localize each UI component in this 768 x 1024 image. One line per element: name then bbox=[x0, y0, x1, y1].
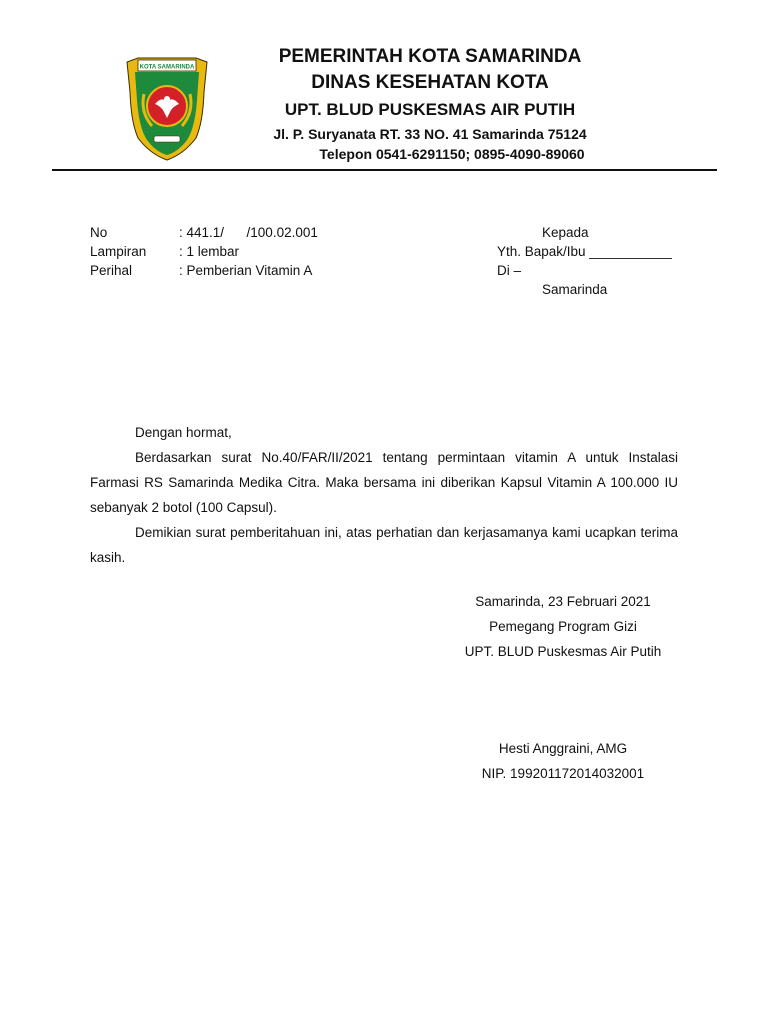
meta-number-value: : 441.1/ /100.02.001 bbox=[179, 225, 318, 240]
body-paragraph-1: Berdasarkan surat No.40/FAR/II/2021 tentang permintaan vitamin A untuk Instalasi Farmasi RS Samarinda Medika Citra. Maka bersama ini diberikan Kapsul Vitamin A 100.000 IU sebanyak 2 botol (100 Capsul). bbox=[90, 450, 678, 515]
letterhead-address: Jl. P. Suryanata RT. 33 NO. 41 Samarinda 75124 bbox=[273, 126, 587, 142]
addressee-recipient: Yth. Bapak/Ibu ___________ bbox=[497, 244, 672, 259]
salutation: Dengan hormat, bbox=[135, 425, 232, 440]
signer-nip: NIP. 199201172014032001 bbox=[481, 766, 645, 781]
signer-name: Hesti Anggraini, AMG bbox=[498, 741, 628, 756]
meta-subject-label: Perihal bbox=[90, 263, 133, 278]
addressee-kepada: Kepada bbox=[542, 225, 589, 240]
letterhead-unit: UPT. BLUD PUSKESMAS AIR PUTIH bbox=[284, 100, 576, 119]
meta-number-label: No bbox=[90, 225, 108, 240]
letter-metadata bbox=[90, 223, 318, 280]
meta-subject-value: : Pemberian Vitamin A bbox=[179, 263, 313, 278]
closing-place-date: Samarinda, 23 Februari 2021 bbox=[475, 594, 651, 609]
letterhead-divider bbox=[52, 169, 717, 171]
meta-row-number bbox=[90, 223, 318, 242]
letterhead-government: PEMERINTAH KOTA SAMARINDA bbox=[278, 46, 582, 67]
closing-institution: UPT. BLUD Puskesmas Air Putih bbox=[464, 644, 662, 659]
letterhead bbox=[215, 44, 645, 164]
meta-attachment-value: : 1 lembar bbox=[179, 244, 240, 259]
signature-block bbox=[440, 736, 686, 786]
meta-row-subject bbox=[90, 261, 318, 280]
addressee-city: Samarinda bbox=[542, 282, 608, 297]
letterhead-department: DINAS KESEHATAN KOTA bbox=[311, 72, 549, 93]
body-paragraph-2: Demikian surat pemberitahuan ini, atas perhatian dan kerjasamanya kami ucapkan terima kasih. bbox=[90, 525, 678, 565]
addressee-di: Di – bbox=[497, 263, 522, 278]
closing-position: Pemegang Program Gizi bbox=[489, 619, 637, 634]
city-emblem-logo bbox=[124, 52, 210, 162]
meta-row-attachment bbox=[90, 242, 318, 261]
addressee-block bbox=[497, 223, 672, 299]
letter-body bbox=[90, 420, 678, 570]
letterhead-phone: Telepon 0541-6291150; 0895-4090-89060 bbox=[319, 146, 585, 162]
closing-block bbox=[440, 589, 686, 664]
svg-text:KOTA SAMARINDA: KOTA SAMARINDA bbox=[139, 64, 195, 71]
meta-attachment-label: Lampiran bbox=[90, 244, 147, 259]
